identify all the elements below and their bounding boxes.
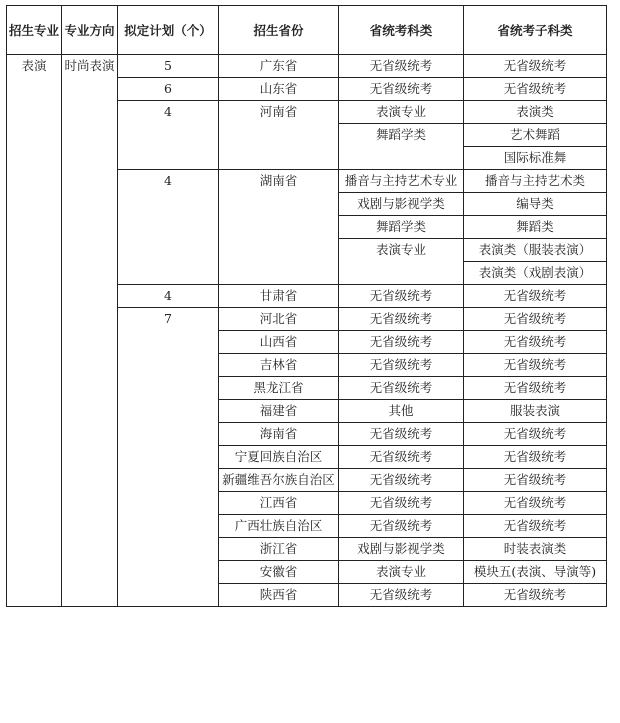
category-cell: 无省级统考 bbox=[339, 78, 464, 101]
subcategory-cell: 无省级统考 bbox=[464, 584, 607, 607]
category-cell: 无省级统考 bbox=[339, 377, 464, 400]
subcategory-cell: 无省级统考 bbox=[464, 331, 607, 354]
subcategory-cell: 舞蹈类 bbox=[464, 216, 607, 239]
category-cell: 无省级统考 bbox=[339, 55, 464, 78]
subcategory-cell: 无省级统考 bbox=[464, 377, 607, 400]
header-direction: 专业方向 bbox=[62, 6, 118, 55]
plan-cell: 7 bbox=[118, 308, 219, 607]
header-major: 招生专业 bbox=[7, 6, 62, 55]
category-cell: 表演专业 bbox=[339, 239, 464, 285]
category-cell: 无省级统考 bbox=[339, 515, 464, 538]
subcategory-cell: 无省级统考 bbox=[464, 354, 607, 377]
subcategory-cell: 表演类 bbox=[464, 101, 607, 124]
subcategory-cell: 无省级统考 bbox=[464, 55, 607, 78]
province-cell: 河北省 bbox=[219, 308, 339, 331]
province-cell: 浙江省 bbox=[219, 538, 339, 561]
subcategory-cell: 播音与主持艺术类 bbox=[464, 170, 607, 193]
category-cell: 无省级统考 bbox=[339, 469, 464, 492]
province-cell: 甘肃省 bbox=[219, 285, 339, 308]
subcategory-cell: 艺术舞蹈 bbox=[464, 124, 607, 147]
header-exam-category: 省统考科类 bbox=[339, 6, 464, 55]
table-row bbox=[7, 55, 607, 78]
table-header-row bbox=[7, 6, 607, 55]
province-cell: 广东省 bbox=[219, 55, 339, 78]
category-cell: 舞蹈学类 bbox=[339, 216, 464, 239]
category-cell: 无省级统考 bbox=[339, 446, 464, 469]
province-cell: 陕西省 bbox=[219, 584, 339, 607]
plan-cell: 4 bbox=[118, 170, 219, 285]
subcategory-cell: 无省级统考 bbox=[464, 469, 607, 492]
province-cell: 江西省 bbox=[219, 492, 339, 515]
province-cell: 山东省 bbox=[219, 78, 339, 101]
category-cell: 无省级统考 bbox=[339, 492, 464, 515]
province-cell: 吉林省 bbox=[219, 354, 339, 377]
category-cell: 无省级统考 bbox=[339, 354, 464, 377]
admission-plan-table bbox=[6, 5, 607, 607]
category-cell: 舞蹈学类 bbox=[339, 124, 464, 170]
category-cell: 表演专业 bbox=[339, 101, 464, 124]
subcategory-cell: 服装表演 bbox=[464, 400, 607, 423]
plan-cell: 4 bbox=[118, 101, 219, 170]
province-cell: 山西省 bbox=[219, 331, 339, 354]
province-cell: 湖南省 bbox=[219, 170, 339, 285]
direction-cell: 时尚表演 bbox=[62, 55, 118, 607]
header-exam-subcategory: 省统考子科类 bbox=[464, 6, 607, 55]
subcategory-cell: 无省级统考 bbox=[464, 446, 607, 469]
subcategory-cell: 无省级统考 bbox=[464, 423, 607, 446]
header-plan: 拟定计划（个） bbox=[118, 6, 219, 55]
category-cell: 其他 bbox=[339, 400, 464, 423]
subcategory-cell: 无省级统考 bbox=[464, 515, 607, 538]
subcategory-cell: 模块五(表演、导演等) bbox=[464, 561, 607, 584]
category-cell: 无省级统考 bbox=[339, 308, 464, 331]
province-cell: 黑龙江省 bbox=[219, 377, 339, 400]
subcategory-cell: 表演类（戏剧表演） bbox=[464, 262, 607, 285]
province-cell: 福建省 bbox=[219, 400, 339, 423]
category-cell: 无省级统考 bbox=[339, 285, 464, 308]
subcategory-cell: 表演类（服装表演） bbox=[464, 239, 607, 262]
category-cell: 戏剧与影视学类 bbox=[339, 193, 464, 216]
subcategory-cell: 无省级统考 bbox=[464, 285, 607, 308]
category-cell: 戏剧与影视学类 bbox=[339, 538, 464, 561]
province-cell: 河南省 bbox=[219, 101, 339, 170]
province-cell: 新疆维吾尔族自治区 bbox=[219, 469, 339, 492]
plan-cell: 4 bbox=[118, 285, 219, 308]
category-cell: 无省级统考 bbox=[339, 331, 464, 354]
subcategory-cell: 无省级统考 bbox=[464, 492, 607, 515]
subcategory-cell: 无省级统考 bbox=[464, 308, 607, 331]
document-page bbox=[6, 5, 612, 607]
major-cell: 表演 bbox=[7, 55, 62, 607]
subcategory-cell: 无省级统考 bbox=[464, 78, 607, 101]
category-cell: 播音与主持艺术专业 bbox=[339, 170, 464, 193]
plan-cell: 6 bbox=[118, 78, 219, 101]
province-cell: 安徽省 bbox=[219, 561, 339, 584]
category-cell: 无省级统考 bbox=[339, 584, 464, 607]
header-province: 招生省份 bbox=[219, 6, 339, 55]
province-cell: 宁夏回族自治区 bbox=[219, 446, 339, 469]
province-cell: 海南省 bbox=[219, 423, 339, 446]
category-cell: 表演专业 bbox=[339, 561, 464, 584]
province-cell: 广西壮族自治区 bbox=[219, 515, 339, 538]
subcategory-cell: 时装表演类 bbox=[464, 538, 607, 561]
subcategory-cell: 国际标准舞 bbox=[464, 147, 607, 170]
category-cell: 无省级统考 bbox=[339, 423, 464, 446]
plan-cell: 5 bbox=[118, 55, 219, 78]
subcategory-cell: 编导类 bbox=[464, 193, 607, 216]
